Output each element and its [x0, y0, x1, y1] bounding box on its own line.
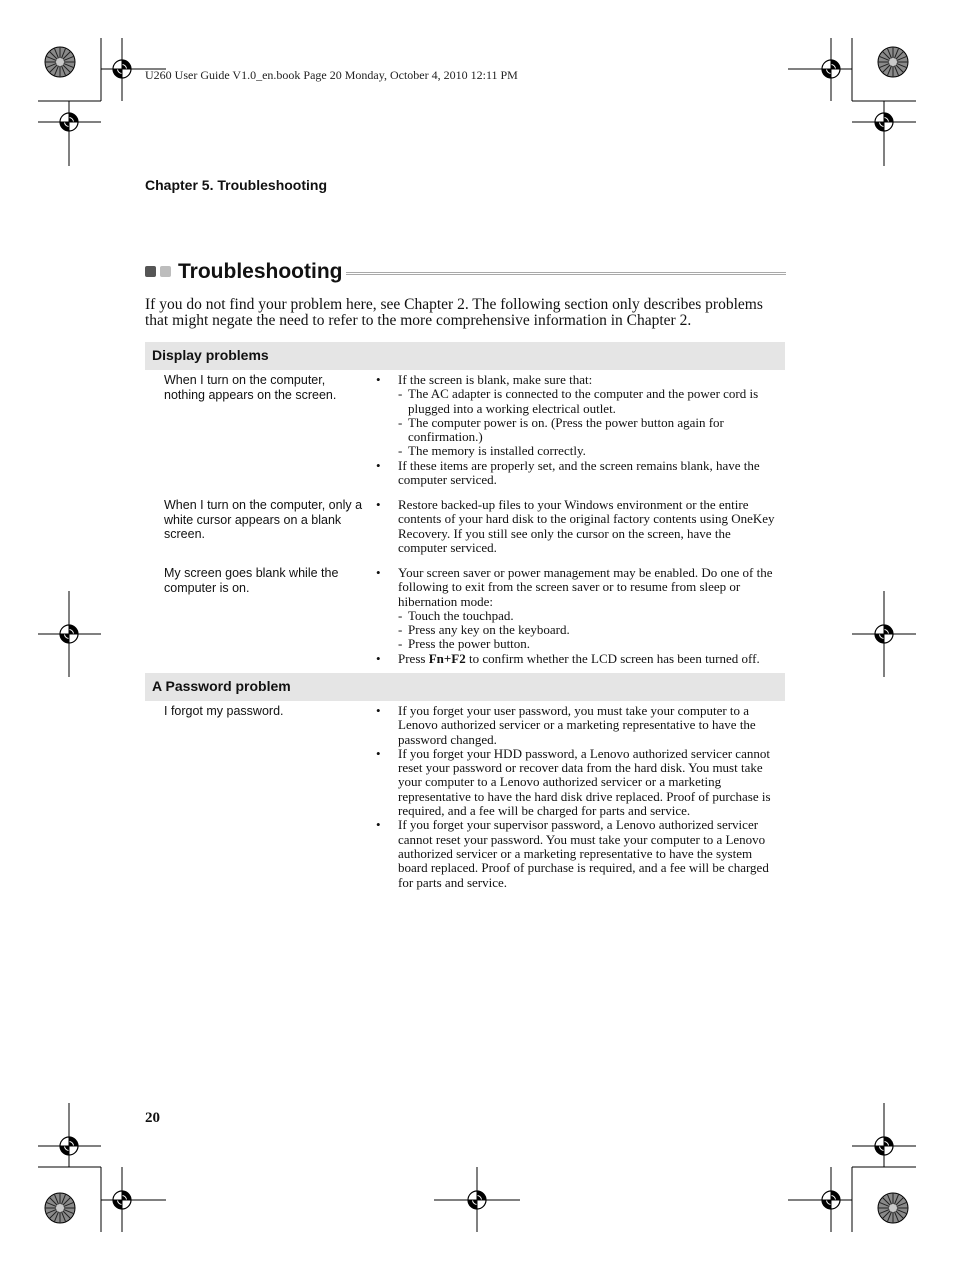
solution-text: If the screen is blank, make sure that:	[398, 372, 593, 387]
color-wheel-mark	[878, 47, 908, 77]
problem-text: I forgot my password.	[164, 704, 284, 718]
sub-item	[398, 637, 781, 651]
section-title: Troubleshooting	[178, 259, 346, 285]
sub-item-text: The memory is installed correctly.	[408, 443, 586, 459]
solution-block	[376, 498, 781, 555]
sub-item	[398, 623, 781, 637]
dash-icon: -	[398, 622, 403, 638]
book-header-slug: U260 User Guide V1.0_en.book Page 20 Monday, October 4, 2010 12:11 PM	[145, 68, 518, 82]
key-combo: Fn+F2	[428, 650, 466, 666]
sub-item	[398, 387, 781, 416]
color-wheel-mark	[45, 1193, 75, 1223]
bullet-icon: •	[376, 703, 381, 718]
page-number: 20	[145, 1110, 160, 1126]
sub-item	[398, 416, 781, 445]
password-problem-heading	[145, 673, 785, 701]
color-wheel-mark	[878, 1193, 908, 1223]
problem-text: When I turn on the computer, only a white cursor appears on a blank screen.	[164, 498, 363, 541]
title-rule	[335, 272, 786, 275]
solution-text: If these items are properly set, and the screen remains blank, have the computer serviced.	[398, 457, 760, 488]
color-wheel-mark	[45, 47, 75, 77]
bullet-icon: •	[376, 565, 381, 580]
list-item	[376, 747, 781, 818]
sub-item	[398, 609, 781, 623]
display-problems-heading	[145, 342, 785, 370]
dash-icon: -	[398, 443, 403, 459]
solution-text: Your screen saver or power management may be enabled. Do one of the following to exit from the screen saver or to resume from sleep or hibernation mode:	[398, 565, 773, 609]
dash-icon: -	[398, 386, 403, 402]
bullet-icon: •	[376, 497, 381, 512]
solution-text: If you forget your HDD password, a Lenovo authorized servicer cannot reset your password or recover data from the hard disk. You must take your computer to a Lenovo authorized servicer or a marketing representative to have the hard disk drive replaced. Proof of purchase is required, and a fee will be charged for parts and service.	[398, 745, 771, 819]
solution-block	[376, 566, 781, 666]
dash-icon: -	[398, 636, 403, 652]
sub-item-text: Press any key on the keyboard.	[408, 622, 570, 638]
problem-text: My screen goes blank while the computer is on.	[164, 566, 339, 595]
sub-item-text: Touch the touchpad.	[408, 607, 514, 623]
bullet-icon: •	[376, 817, 381, 833]
solution-text: If you forget your supervisor password, a Lenovo authorized servicer cannot reset your password. You must take your computer to a Lenovo authorized servicer or a marketing representative to have the system board replaced. Proof of purchase is required, and a fee will be charged for parts and service.	[398, 817, 769, 890]
sub-item-text: Press the power button.	[408, 636, 531, 652]
intro-paragraph: If you do not find your problem here, see Chapter 2. The following section only describes problems that might negate the need to refer to the more comprehensive information in Chapter 2.	[145, 296, 763, 329]
sub-item	[398, 444, 781, 458]
list-item	[376, 373, 781, 459]
title-dot-icon	[160, 266, 171, 277]
password-problem-heading-text: A Password problem	[152, 678, 291, 694]
solution-block	[376, 704, 781, 890]
list-item	[376, 459, 781, 488]
solution-text: If you forget your user password, you must take your computer to a Lenovo authorized servicer or a marketing representative to have the password changed.	[398, 703, 756, 747]
dash-icon: -	[398, 414, 403, 430]
solution-text: Restore backed-up files to your Windows environment or the entire contents of your hard disk to the original factory contents using OneKey Recovery. If you still see only the cursor on the screen, have the computer serviced.	[398, 497, 775, 555]
bullet-icon: •	[376, 372, 381, 387]
bullet-icon: •	[376, 650, 381, 666]
list-item	[376, 818, 781, 889]
solution-text: Press	[398, 650, 429, 666]
sub-item-text: The AC adapter is connected to the computer and the power cord is plugged into a working electrical outlet.	[408, 386, 759, 416]
dash-icon: -	[398, 607, 403, 623]
display-problems-heading-text: Display problems	[152, 347, 269, 363]
bullet-icon: •	[376, 457, 381, 473]
bullet-icon: •	[376, 745, 381, 761]
list-item	[376, 704, 781, 747]
list-item	[376, 498, 781, 555]
list-item	[376, 566, 781, 652]
list-item	[376, 652, 781, 666]
solution-text: to confirm whether the LCD screen has been turned off.	[465, 650, 760, 666]
title-dot-icon	[145, 266, 156, 277]
chapter-heading: Chapter 5. Troubleshooting	[145, 177, 328, 193]
sub-item-text: The computer power is on. (Press the power button again for confirmation.)	[408, 414, 724, 445]
solution-block	[376, 373, 781, 487]
section-title-row	[145, 259, 786, 287]
problem-text: When I turn on the computer, nothing appears on the screen.	[164, 373, 337, 402]
